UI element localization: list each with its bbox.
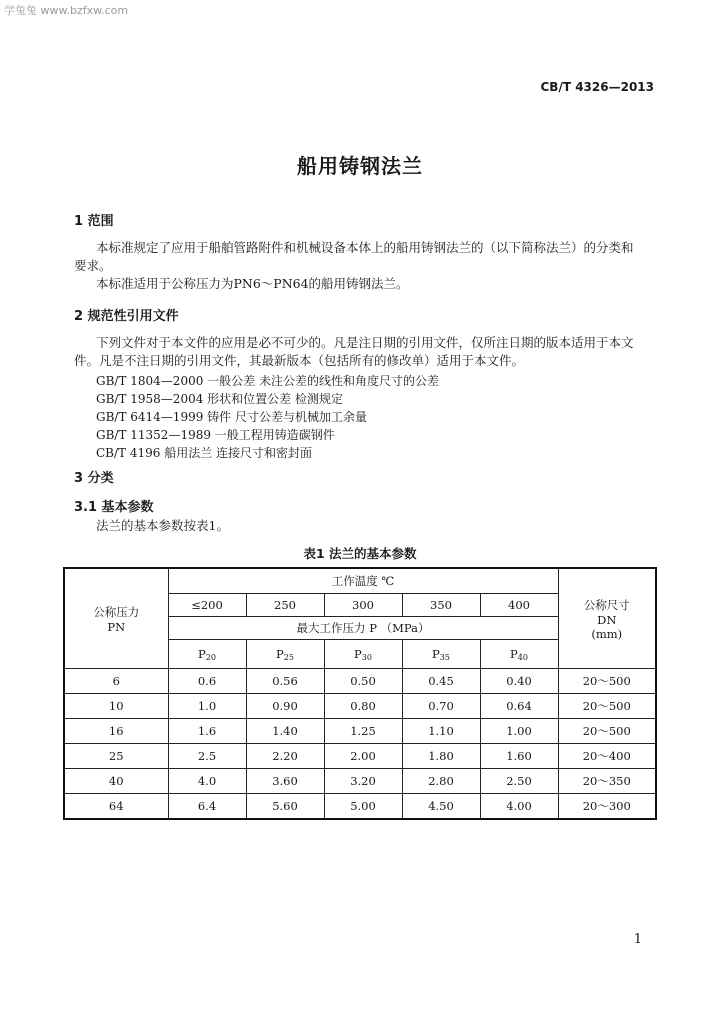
value-cell: 0.90 [246, 694, 324, 719]
section-1-paragraph-1-line-1: 本标准规定了应用于船舶管路附件和机械设备本体上的船用铸钢法兰的（以下简称法兰）的分类和 [96, 240, 634, 255]
value-cell: 0.80 [324, 694, 402, 719]
reference-item: GB/T 11352—1989 一般工程用铸造碳钢件 [96, 428, 335, 442]
value-cell: 4.0 [168, 769, 246, 794]
dn-cell: 20～500 [558, 669, 656, 694]
reference-item: CB/T 4196 船用法兰 连接尺寸和密封面 [96, 446, 313, 460]
pn-cell: 64 [64, 794, 168, 820]
dn-cell: 20～500 [558, 694, 656, 719]
dn-cell: 20～500 [558, 719, 656, 744]
table-row [64, 794, 656, 820]
header-pn [64, 568, 168, 669]
pn-cell: 10 [64, 694, 168, 719]
pressure-symbol-subscript: 40 [517, 652, 528, 662]
temp-cell: 250 [246, 594, 324, 617]
section-2-paragraph-line-1: 下列文件对于本文件的应用是必不可少的。凡是注日期的引用文件，仅所注日期的版本适用于本文 [96, 335, 634, 350]
header-work-temperature: 工作温度 ℃ [168, 568, 558, 594]
header-dn-unit: (mm) [591, 626, 623, 641]
value-cell: 0.70 [402, 694, 480, 719]
pressure-symbol: P [510, 646, 518, 661]
section-3-1-paragraph: 法兰的基本参数按表1。 [96, 518, 229, 533]
pn-cell: 16 [64, 719, 168, 744]
reference-item: GB/T 1958—2004 形状和位置公差 检测规定 [96, 392, 343, 406]
table-row [64, 744, 656, 769]
pn-cell: 25 [64, 744, 168, 769]
value-cell: 1.60 [480, 744, 558, 769]
pressure-symbol-cell [168, 640, 246, 669]
temp-cell: 350 [402, 594, 480, 617]
value-cell: 1.6 [168, 719, 246, 744]
value-cell: 4.00 [480, 794, 558, 820]
reference-item: GB/T 6414—1999 铸件 尺寸公差与机械加工余量 [96, 410, 367, 424]
value-cell: 3.20 [324, 769, 402, 794]
value-cell: 4.50 [402, 794, 480, 820]
value-cell: 5.00 [324, 794, 402, 820]
header-pn-symbol: PN [107, 619, 126, 634]
value-cell: 2.20 [246, 744, 324, 769]
pressure-symbol-subscript: 35 [439, 652, 450, 662]
standard-number: CB/T 4326—2013 [540, 80, 654, 94]
page-number: 1 [633, 932, 642, 947]
section-1-paragraph-1-line-2: 要求。 [74, 258, 112, 273]
pressure-symbol: P [198, 646, 206, 661]
dn-cell: 20～400 [558, 744, 656, 769]
pressure-symbol-subscript: 20 [205, 652, 216, 662]
value-cell: 0.6 [168, 669, 246, 694]
pressure-symbol: P [354, 646, 362, 661]
value-cell: 1.40 [246, 719, 324, 744]
section-3-1-heading: 3.1 基本参数 [74, 500, 154, 515]
value-cell: 1.25 [324, 719, 402, 744]
pressure-symbol-cell [480, 640, 558, 669]
section-1-paragraph-2: 本标准适用于公称压力为PN6～PN64的船用铸钢法兰。 [96, 276, 409, 291]
pressure-symbol: P [432, 646, 440, 661]
dn-cell: 20～350 [558, 769, 656, 794]
temp-cell: 400 [480, 594, 558, 617]
pressure-symbol-cell [402, 640, 480, 669]
value-cell: 6.4 [168, 794, 246, 820]
temp-cell: ≤200 [168, 594, 246, 617]
table-row [64, 669, 656, 694]
pressure-symbol-subscript: 30 [361, 652, 372, 662]
header-dn [558, 568, 656, 669]
value-cell: 0.50 [324, 669, 402, 694]
document-title: 船用铸钢法兰 [297, 154, 423, 178]
reference-item: GB/T 1804—2000 一般公差 未注公差的线性和角度尺寸的公差 [96, 374, 439, 388]
value-cell: 0.56 [246, 669, 324, 694]
value-cell: 2.80 [402, 769, 480, 794]
value-cell: 2.5 [168, 744, 246, 769]
value-cell: 2.50 [480, 769, 558, 794]
table-row [64, 719, 656, 744]
table-row [64, 694, 656, 719]
temp-cell: 300 [324, 594, 402, 617]
table-row [64, 769, 656, 794]
header-dn-symbol: DN [597, 612, 617, 627]
dn-cell: 20～300 [558, 794, 656, 820]
value-cell: 1.0 [168, 694, 246, 719]
watermark: 学兔兔 www.bzfxw.com [4, 4, 129, 17]
section-2-heading: 2 规范性引用文件 [74, 309, 179, 324]
pn-cell: 6 [64, 669, 168, 694]
header-max-pressure: 最大工作压力 P （MPa） [168, 617, 558, 640]
pressure-symbol-cell [246, 640, 324, 669]
header-dn-label: 公称尺寸 [583, 597, 630, 612]
parameters-table [63, 567, 657, 820]
value-cell: 5.60 [246, 794, 324, 820]
table-caption: 表1 法兰的基本参数 [303, 546, 417, 561]
pressure-symbol-cell [324, 640, 402, 669]
value-cell: 3.60 [246, 769, 324, 794]
pn-cell: 40 [64, 769, 168, 794]
header-pn-label: 公称压力 [93, 604, 140, 619]
value-cell: 0.40 [480, 669, 558, 694]
value-cell: 1.10 [402, 719, 480, 744]
pressure-symbol: P [276, 646, 284, 661]
section-3-heading: 3 分类 [74, 471, 114, 486]
value-cell: 1.80 [402, 744, 480, 769]
value-cell: 0.45 [402, 669, 480, 694]
value-cell: 2.00 [324, 744, 402, 769]
section-2-paragraph-line-2: 件。凡是不注日期的引用文件，其最新版本（包括所有的修改单）适用于本文件。 [74, 353, 525, 368]
pressure-symbol-subscript: 25 [283, 652, 294, 662]
value-cell: 0.64 [480, 694, 558, 719]
section-1-heading: 1 范围 [74, 214, 114, 229]
value-cell: 1.00 [480, 719, 558, 744]
